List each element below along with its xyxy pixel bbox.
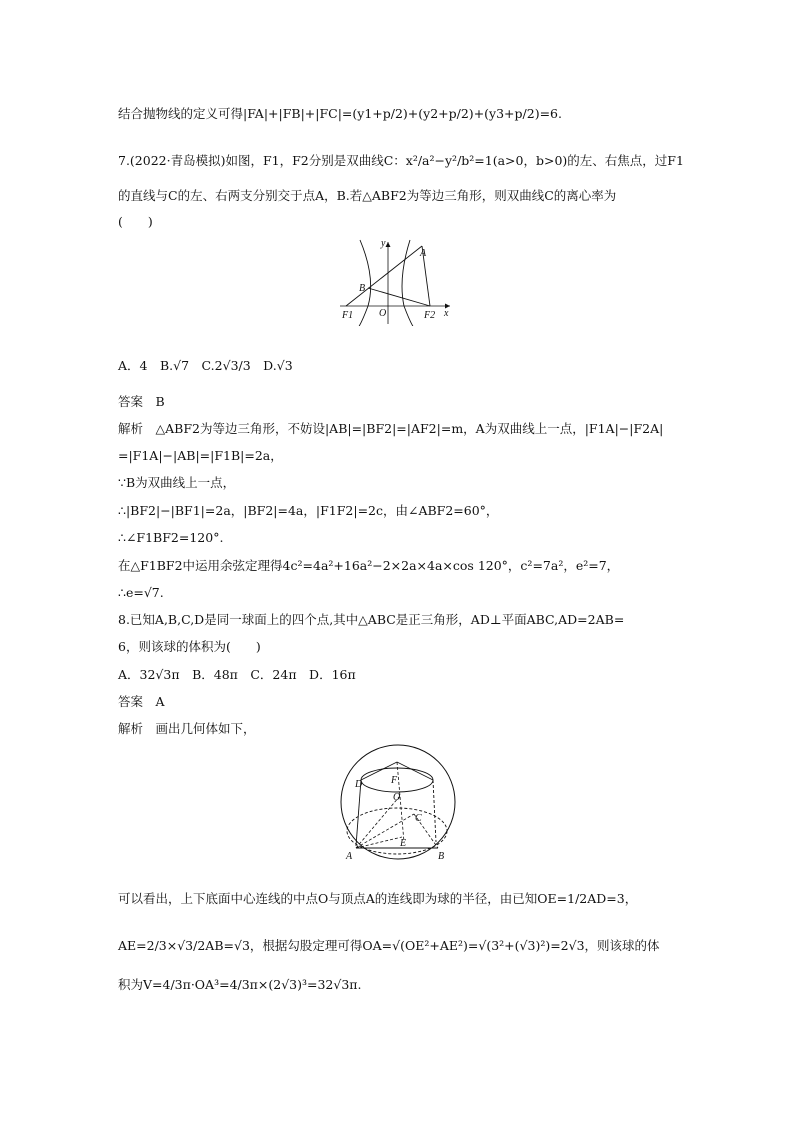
problem-7-solution-4: ∴|BF2|−|BF1|=2a，|BF2|=4a，|F1F2|=2c，由∠ABF2=60°， — [118, 503, 499, 518]
label-E: E — [400, 838, 407, 849]
problem-7-options: A．4 B.√7 C.2√3/3 D.√3 — [118, 358, 293, 373]
label-y: y — [381, 238, 386, 249]
label-O: O — [379, 308, 387, 319]
problem-8-solution-3: AE=2/3×√3/2AB=√3，根据勾股定理可得OA=√(OE²+AE²)=√(3²+(√3)²)=2√3，则该球的体 — [118, 938, 660, 953]
problem-7-solution-5: ∴∠F1BF2=120°. — [118, 530, 224, 545]
line-B-F2 — [368, 288, 430, 306]
label-x: x — [444, 308, 449, 319]
problem-8-solution-1: 解析 画出几何体如下， — [118, 721, 256, 736]
bottom-ellipse — [347, 808, 447, 854]
problem-7-line-1: 7.(2022·青岛模拟)如图，F1，F2分别是双曲线C：x²/a²−y²/b²=1(a>0，b>0)的左、右焦点，过F1 — [118, 153, 684, 168]
sphere-figure — [334, 742, 464, 871]
label-C: C — [415, 813, 422, 824]
problem-8-solution-2: 可以看出，上下底面中心连线的中点O与顶点A的连线即为球的半径，由已知OE=1/2AD=3， — [118, 891, 638, 906]
line-F1-A — [346, 246, 422, 306]
problem-7-solution-3: ∵B为双曲线上一点， — [118, 475, 236, 490]
problem-7-solution-1: 解析 △ABF2为等边三角形，不妨设|AB|=|BF2|=|AF2|=m，A为双曲线上一点，|F1A|−|F2A| — [118, 421, 664, 436]
problem-8-line-1: 8.已知A,B,C,D是同一球面上的四个点,其中△ABC是正三角形，AD⊥平面ABC,AD=2AB= — [118, 612, 625, 627]
text-line-1: 结合抛物线的定义可得|FA|+|FB|+|FC|=(y1+p/2)+(y2+p/2)+(y3+p/2)=6. — [118, 106, 562, 121]
problem-7-line-2: 的直线与C的左、右两支分别交于点A，B.若△ABF2为等边三角形，则双曲线C的离心率为 — [118, 188, 617, 203]
problem-7-solution-7: ∴e=√7. — [118, 585, 164, 600]
label-B: B — [359, 283, 366, 294]
label-F1: F1 — [342, 310, 354, 321]
problem-7-answer: 答案 B — [118, 394, 165, 409]
label-F: F — [391, 775, 398, 786]
label-O: O — [393, 792, 401, 803]
problem-8-line-2: 6，则该球的体积为( ) — [118, 639, 261, 654]
hyperbola-figure — [338, 236, 458, 330]
problem-7-answer-blank: ( ) — [118, 214, 153, 229]
label-B: B — [438, 851, 445, 862]
seg-A-E — [356, 837, 402, 848]
problem-8-solution-4: 积为V=4/3π·OA³=4/3π×(2√3)³=32√3π. — [118, 977, 362, 992]
y-axis-arrow — [386, 242, 391, 247]
label-A: A — [420, 248, 427, 259]
label-D: D — [355, 779, 363, 790]
problem-7-solution-6: 在△F1BF2中运用余弦定理得4c²=4a²+16a²−2×2a×4a×cos 120°，c²=7a²，e²=7， — [118, 558, 620, 573]
problem-8-options: A．32√3π B．48π C．24π D．16π — [118, 667, 356, 682]
label-F2: F2 — [424, 310, 436, 321]
problem-8-answer: 答案 A — [118, 694, 165, 709]
problem-7-solution-2: =|F1A|−|AB|=|F1B|=2a， — [118, 448, 283, 463]
cyl-right — [433, 780, 436, 842]
right-branch — [402, 240, 414, 326]
seg-F-right — [397, 762, 433, 780]
seg-A-O — [356, 797, 399, 848]
label-A: A — [346, 851, 353, 862]
